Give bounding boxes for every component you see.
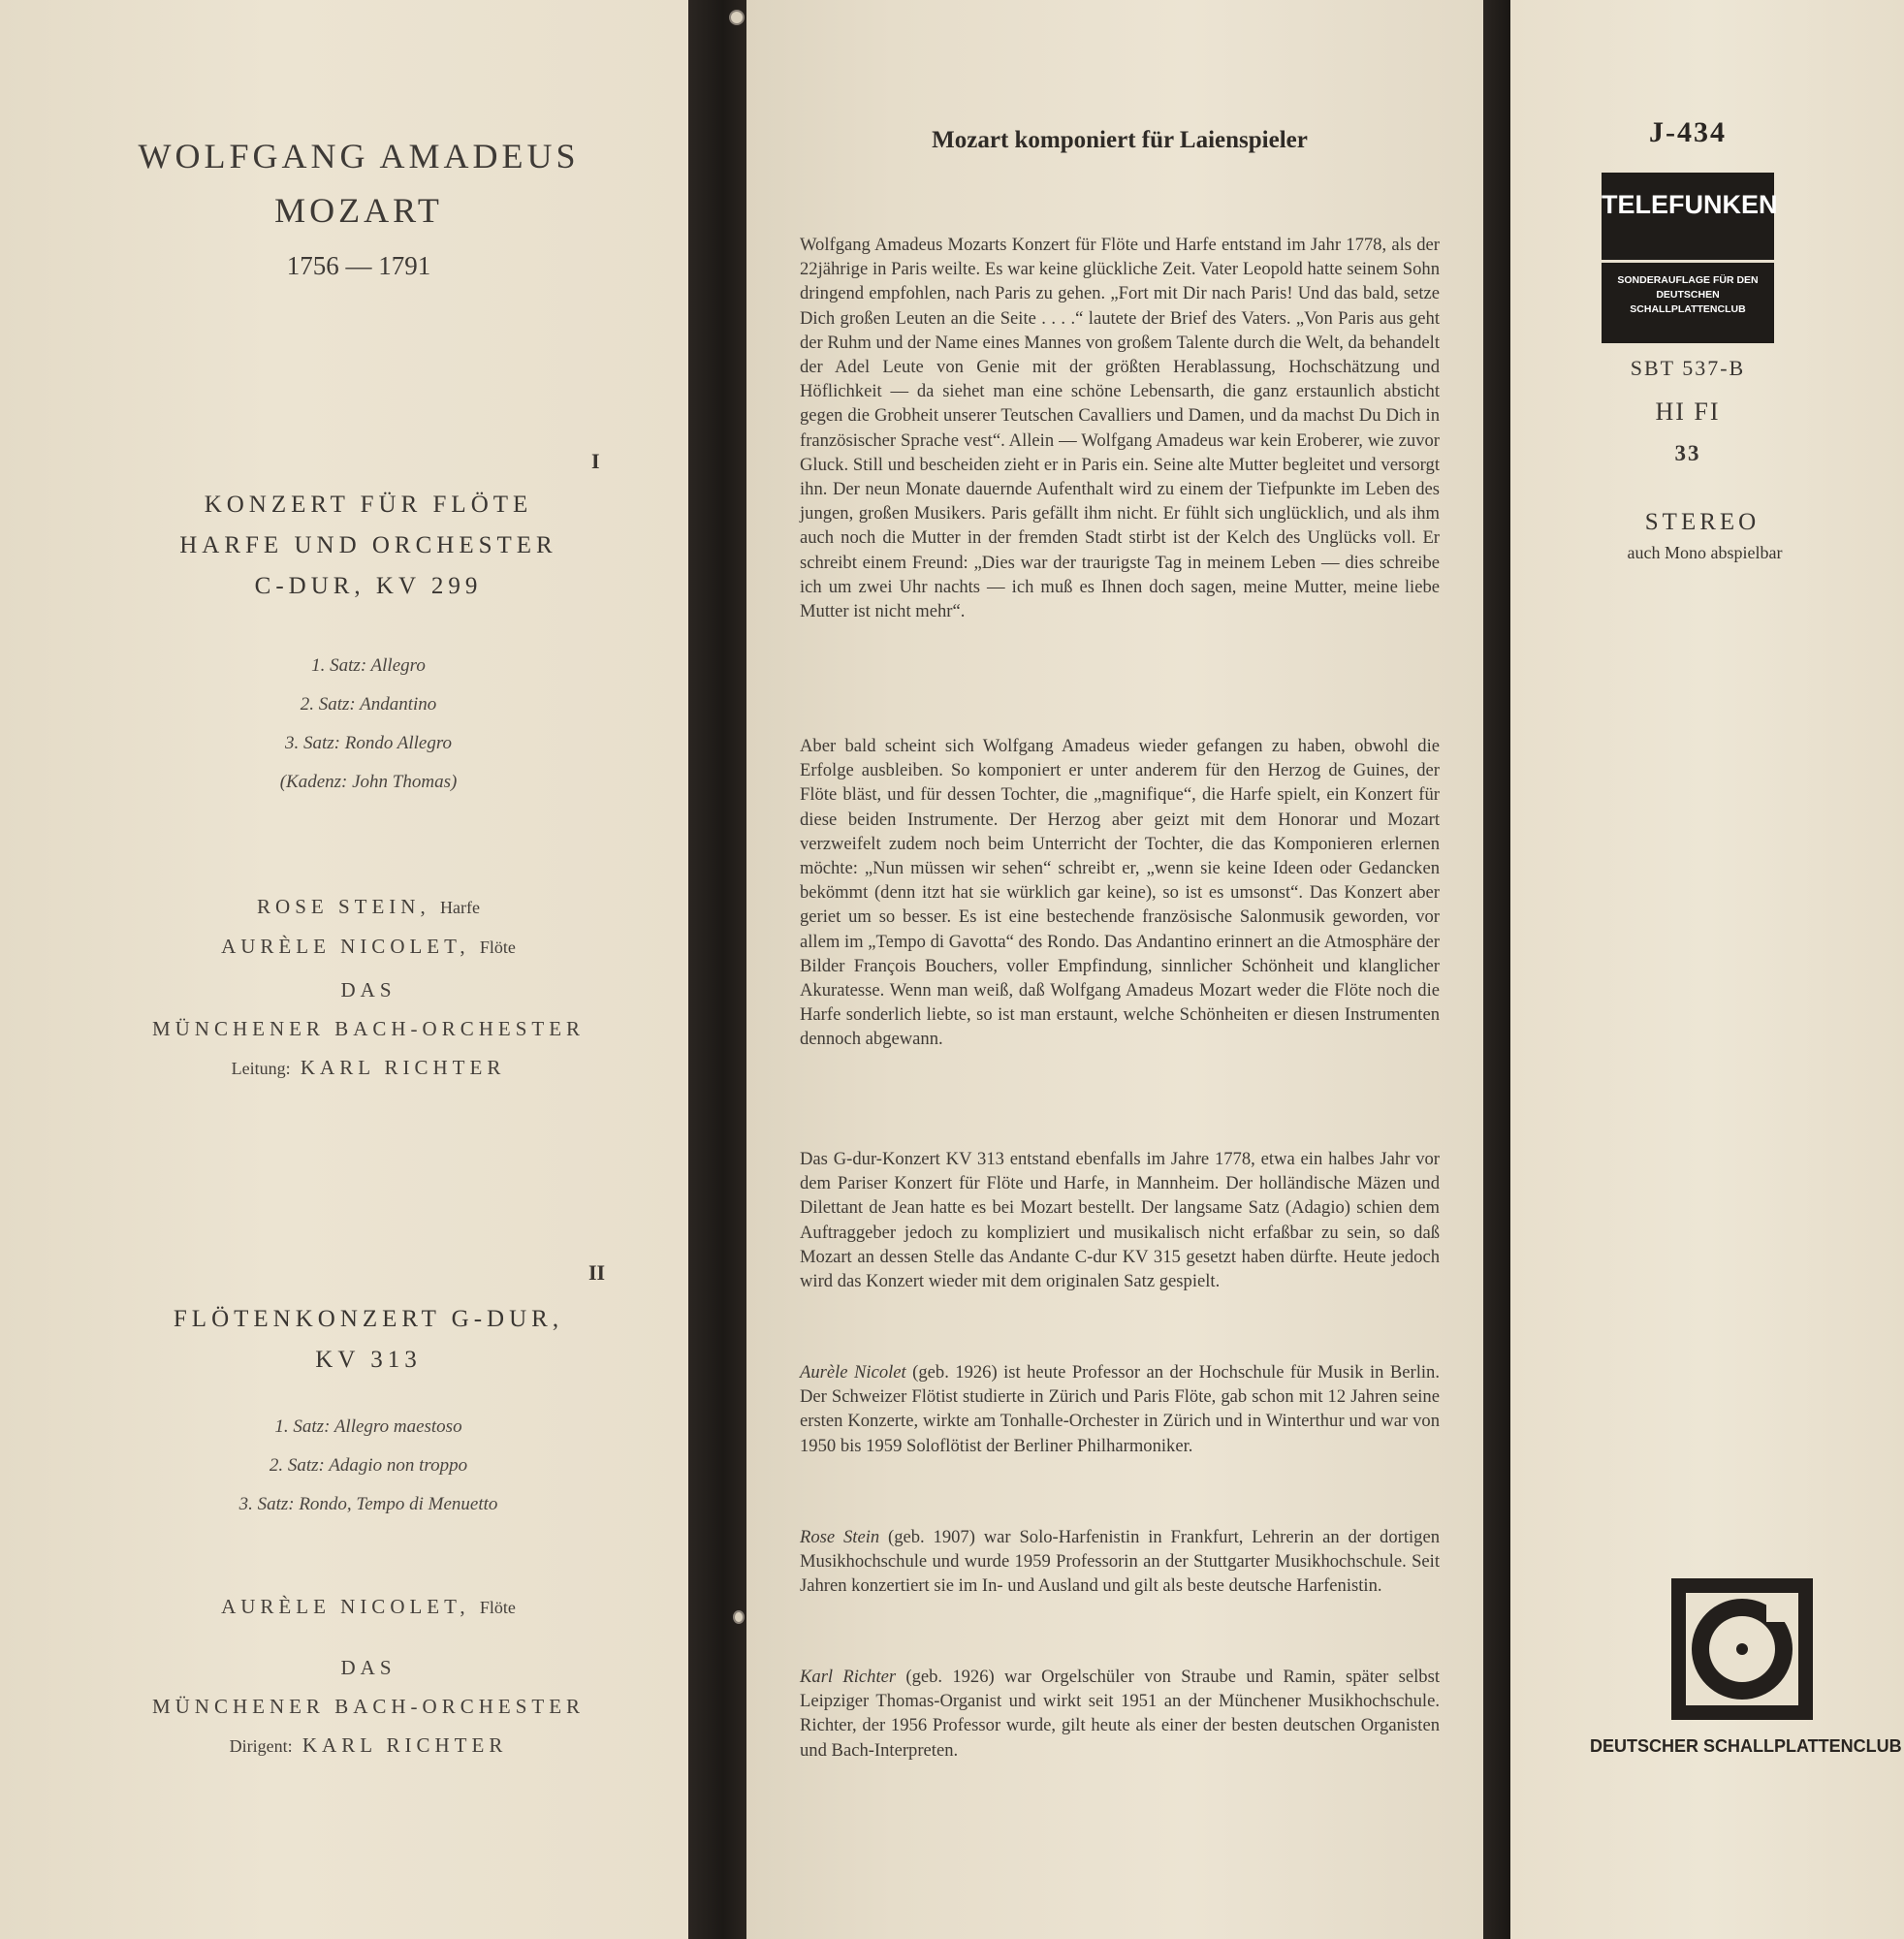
conductor-line — [116, 1048, 620, 1088]
soloist-instrument: Flöte — [479, 1598, 516, 1617]
biography-name: Aurèle Nicolet — [800, 1362, 906, 1383]
work2-title-line: FLÖTENKONZERT G-DUR, — [173, 1306, 564, 1332]
work1-title — [126, 485, 611, 607]
soloist-instrument: Flöte — [479, 938, 516, 957]
article-title: Mozart komponiert für Laienspieler — [932, 127, 1308, 153]
divider — [1602, 260, 1774, 263]
biography-name: Rose Stein — [800, 1527, 880, 1547]
composer-name-line2: MOZART — [274, 191, 443, 230]
soloist-line — [116, 1587, 620, 1627]
biography-name: Karl Richter — [800, 1667, 897, 1687]
catalog-number: J-434 — [1649, 116, 1727, 148]
conductor-name: KARL RICHTER — [300, 1056, 506, 1079]
work1-title-line: KONZERT FÜR FLÖTE — [204, 492, 533, 518]
conductor-name: KARL RICHTER — [301, 1733, 508, 1757]
work2-movements — [116, 1408, 620, 1524]
club-name: DEUTSCHER SCHALLPLATTENCLUB — [1590, 1736, 1902, 1756]
article-paragraph: Das G-dur-Konzert KV 313 entstand ebenfalls im Jahre 1778, etwa ein halbes Jahr vor dem Pariser Konzert für Flöte und Harfe, in Mannheim. Der holländische Mäzen und Dilettant de Jean hatte es bei Mozart bestellt. Der langsame Satz (Adagio) schien dem Auftraggeber jedoch zu kompliziert und musikalisch nicht erfaßbar zu sein, so daß Mozart an dessen Stelle das Andante C-dur KV 315 gesetzt haben dürfte. Heute jedoch wird das Konzert wieder mit dem originalen Satz gespielt. — [800, 1149, 1440, 1292]
ensemble-line: DAS — [340, 1656, 397, 1679]
work2-title — [116, 1299, 620, 1381]
edition-note: SONDERAUFLAGE FÜR DEN DEUTSCHEN SCHALLPLATTENCLUB — [1617, 274, 1759, 315]
disc-logo-icon — [1671, 1578, 1813, 1720]
work1-movements — [126, 647, 611, 802]
work1-performers — [116, 887, 620, 1088]
work-numeral-2: II — [588, 1260, 606, 1285]
soloist-line — [116, 887, 620, 927]
hifi-label: HI FI — [1655, 397, 1721, 426]
work2-performers — [116, 1587, 620, 1765]
work1-title-line: HARFE UND ORCHESTER — [179, 532, 557, 558]
stereo-label: STEREO — [1644, 509, 1761, 535]
conductor-line — [116, 1726, 620, 1765]
conductor-role: Dirigent: — [229, 1736, 293, 1756]
soloist-name: ROSE STEIN, — [257, 895, 430, 918]
hole-icon — [733, 1610, 745, 1624]
movement-item: 3. Satz: Rondo, Tempo di Menuetto — [238, 1494, 498, 1514]
biography-text: (geb. 1926) ist heute Professor an der Hochschule für Musik in Berlin. Der Schweizer Flötist studierte in Zürich und Paris Flöte, gab schon mit 12 Jahren seine ersten Konzerte, wirkte am Tonhalle-Orchester in Zürich und in Winterthur und war von 1950 bis 1959 Soloflötist der Berliner Philharmoniker. — [800, 1362, 1441, 1456]
left-binding-stripe — [688, 0, 746, 1939]
movement-item: (Kadenz: John Thomas) — [279, 772, 458, 792]
work2-title-line: KV 313 — [315, 1347, 422, 1373]
right-binding-stripe — [1483, 0, 1510, 1939]
composer-years: 1756 — 1791 — [286, 251, 431, 280]
soloist-instrument: Harfe — [439, 898, 480, 917]
hole-icon — [729, 10, 745, 25]
movement-item: 2. Satz: Adagio non troppo — [269, 1455, 468, 1476]
rpm-label: 33 — [1674, 441, 1701, 465]
telefunken-label — [1602, 173, 1778, 343]
ensemble-line: MÜNCHENER BACH-ORCHESTER — [151, 1695, 586, 1718]
mono-note: auch Mono abspielbar — [1627, 543, 1783, 562]
movement-item: 3. Satz: Rondo Allegro — [284, 733, 453, 753]
work1-title-line: C-DUR, KV 299 — [254, 573, 483, 599]
movement-item: 1. Satz: Allegro — [311, 655, 426, 676]
order-number: SBT 537-B — [1630, 356, 1746, 380]
soloist-line — [116, 927, 620, 967]
biography-text: (geb. 1926) war Orgelschüler von Straube und Ramin, später selbst Leipziger Thomas-Organist und wirkt seit 1951 an der Münchener Musikhochschule. Richter, der 1956 Professor wurde, gilt heute als einer der besten deutschen Organisten und Bach-Interpreten. — [800, 1667, 1440, 1761]
biography-stein — [800, 1525, 1440, 1599]
ensemble-line: MÜNCHENER BACH-ORCHESTER — [151, 1017, 586, 1040]
article-paragraph: Aber bald scheint sich Wolfgang Amadeus wieder gefangen zu haben, obwohl die Erfolge ausbleiben. So komponiert er unter anderem für den Herzog de Guines, der Flöte bläst, und für dessen Tochter, die „magnifique“, die Harfe spielt, ein Konzert für diese beiden Instrumente. Der Herzog aber geizt mit dem Honorar und Mozart verzweifelt zudem noch beim Unterricht der Tochter, die das Komponieren erlernen möchte: „Nun müssen wir sehen“ schreibt er, „wenn sie keine Ideen oder Gedancken bekömmt (denn itzt hat sie würklich gar keine), so ist es umsonst“. Das Konzert aber geriet um so besser. Es ist eine bestechende französische Salonmusik geworden, vor allem im „Tempo di Gavotta“ des Rondo. Das Andantino erinnert an die Atmosphäre der Bilder François Bouchers, voller Empfindung, sinnlicher Schönheit und klanglicher Akuratesse. Wenn man weiß, daß Wolfgang Amadeus Mozart weder die Flöte noch die Harfe sonderlich liebte, so ist man erstaunt, welche Schönheiten er diesen Instrumenten dennoch abgewann. — [800, 736, 1440, 1050]
soloist-name: AURÈLE NICOLET, — [221, 1595, 470, 1618]
biography-text: (geb. 1907) war Solo-Harfenistin in Frankfurt, Lehrerin an der dortigen Musikhochschule und wurde 1959 Professorin an der Stuttgarter Musikhochschule. Seit Jahren konzertiert sie im In- und Ausland und gilt als beste deutsche Harfenistin. — [800, 1527, 1440, 1597]
brand-logo: TELEFUNKEN — [1602, 190, 1778, 219]
conductor-role: Leitung: — [231, 1059, 291, 1078]
movement-item: 1. Satz: Allegro maestoso — [274, 1416, 462, 1437]
ensemble-line: DAS — [340, 978, 397, 1001]
composer-name-line1: WOLFGANG AMADEUS — [138, 137, 580, 175]
soloist-name: AURÈLE NICOLET, — [221, 935, 470, 958]
movement-item: 2. Satz: Andantino — [300, 694, 437, 715]
article-paragraph: Wolfgang Amadeus Mozarts Konzert für Flöte und Harfe entstand im Jahr 1778, als der 22jährige in Paris weilte. Es war keine glückliche Zeit. Vater Leopold hatte seinem Sohn dringend empfohlen, nach Paris zu gehen. „Fort mit Dir nach Paris! Und das bald, setze Dich großen Leuten an die Seite . . . .“ lautete der Brief des Vaters. „Von Paris aus geht der Ruhm und der Name eines Mannes von großem Talente durch die Welt, da behandelt der Adel Leute von Genie mit der größten Herablassung, Hochschätzung und Höflichkeit — da siehet man eine schöne Lebensarth, die ganz erstaunlich absticht gegen die Grobheit unserer Teutschen Cavalliers und Damen, und da machst Du Dich in französischer Sprache vest“. Allein — Wolfgang Amadeus war kein Eroberer, wie zuvor Gluck. Still und bescheiden zieht er in Paris ein. Seine alte Mutter begleitet und versorgt ihn. Der neun Monate dauernde Aufenthalt wird zu einem der Tiefpunkte im Leben des jungen, großen Musikers. Paris gefällt ihm nicht. Er fühlt sich unglücklich, und als ihm auch noch die Mutter in der fremden Stadt stirbt ist der Kelch des Unglücks voll. Er schreibt einem Freund: „Dies war der traurigste Tag in meinem Leben — dies schreibe ich um zwei Uhr nachts — ich muß es Ihnen doch sagen, meine Mutter, meine liebe Mutter ist nicht mehr“. — [800, 235, 1441, 622]
work-numeral-1: I — [591, 449, 600, 473]
biography-richter — [800, 1665, 1440, 1763]
biography-nicolet — [800, 1360, 1440, 1458]
